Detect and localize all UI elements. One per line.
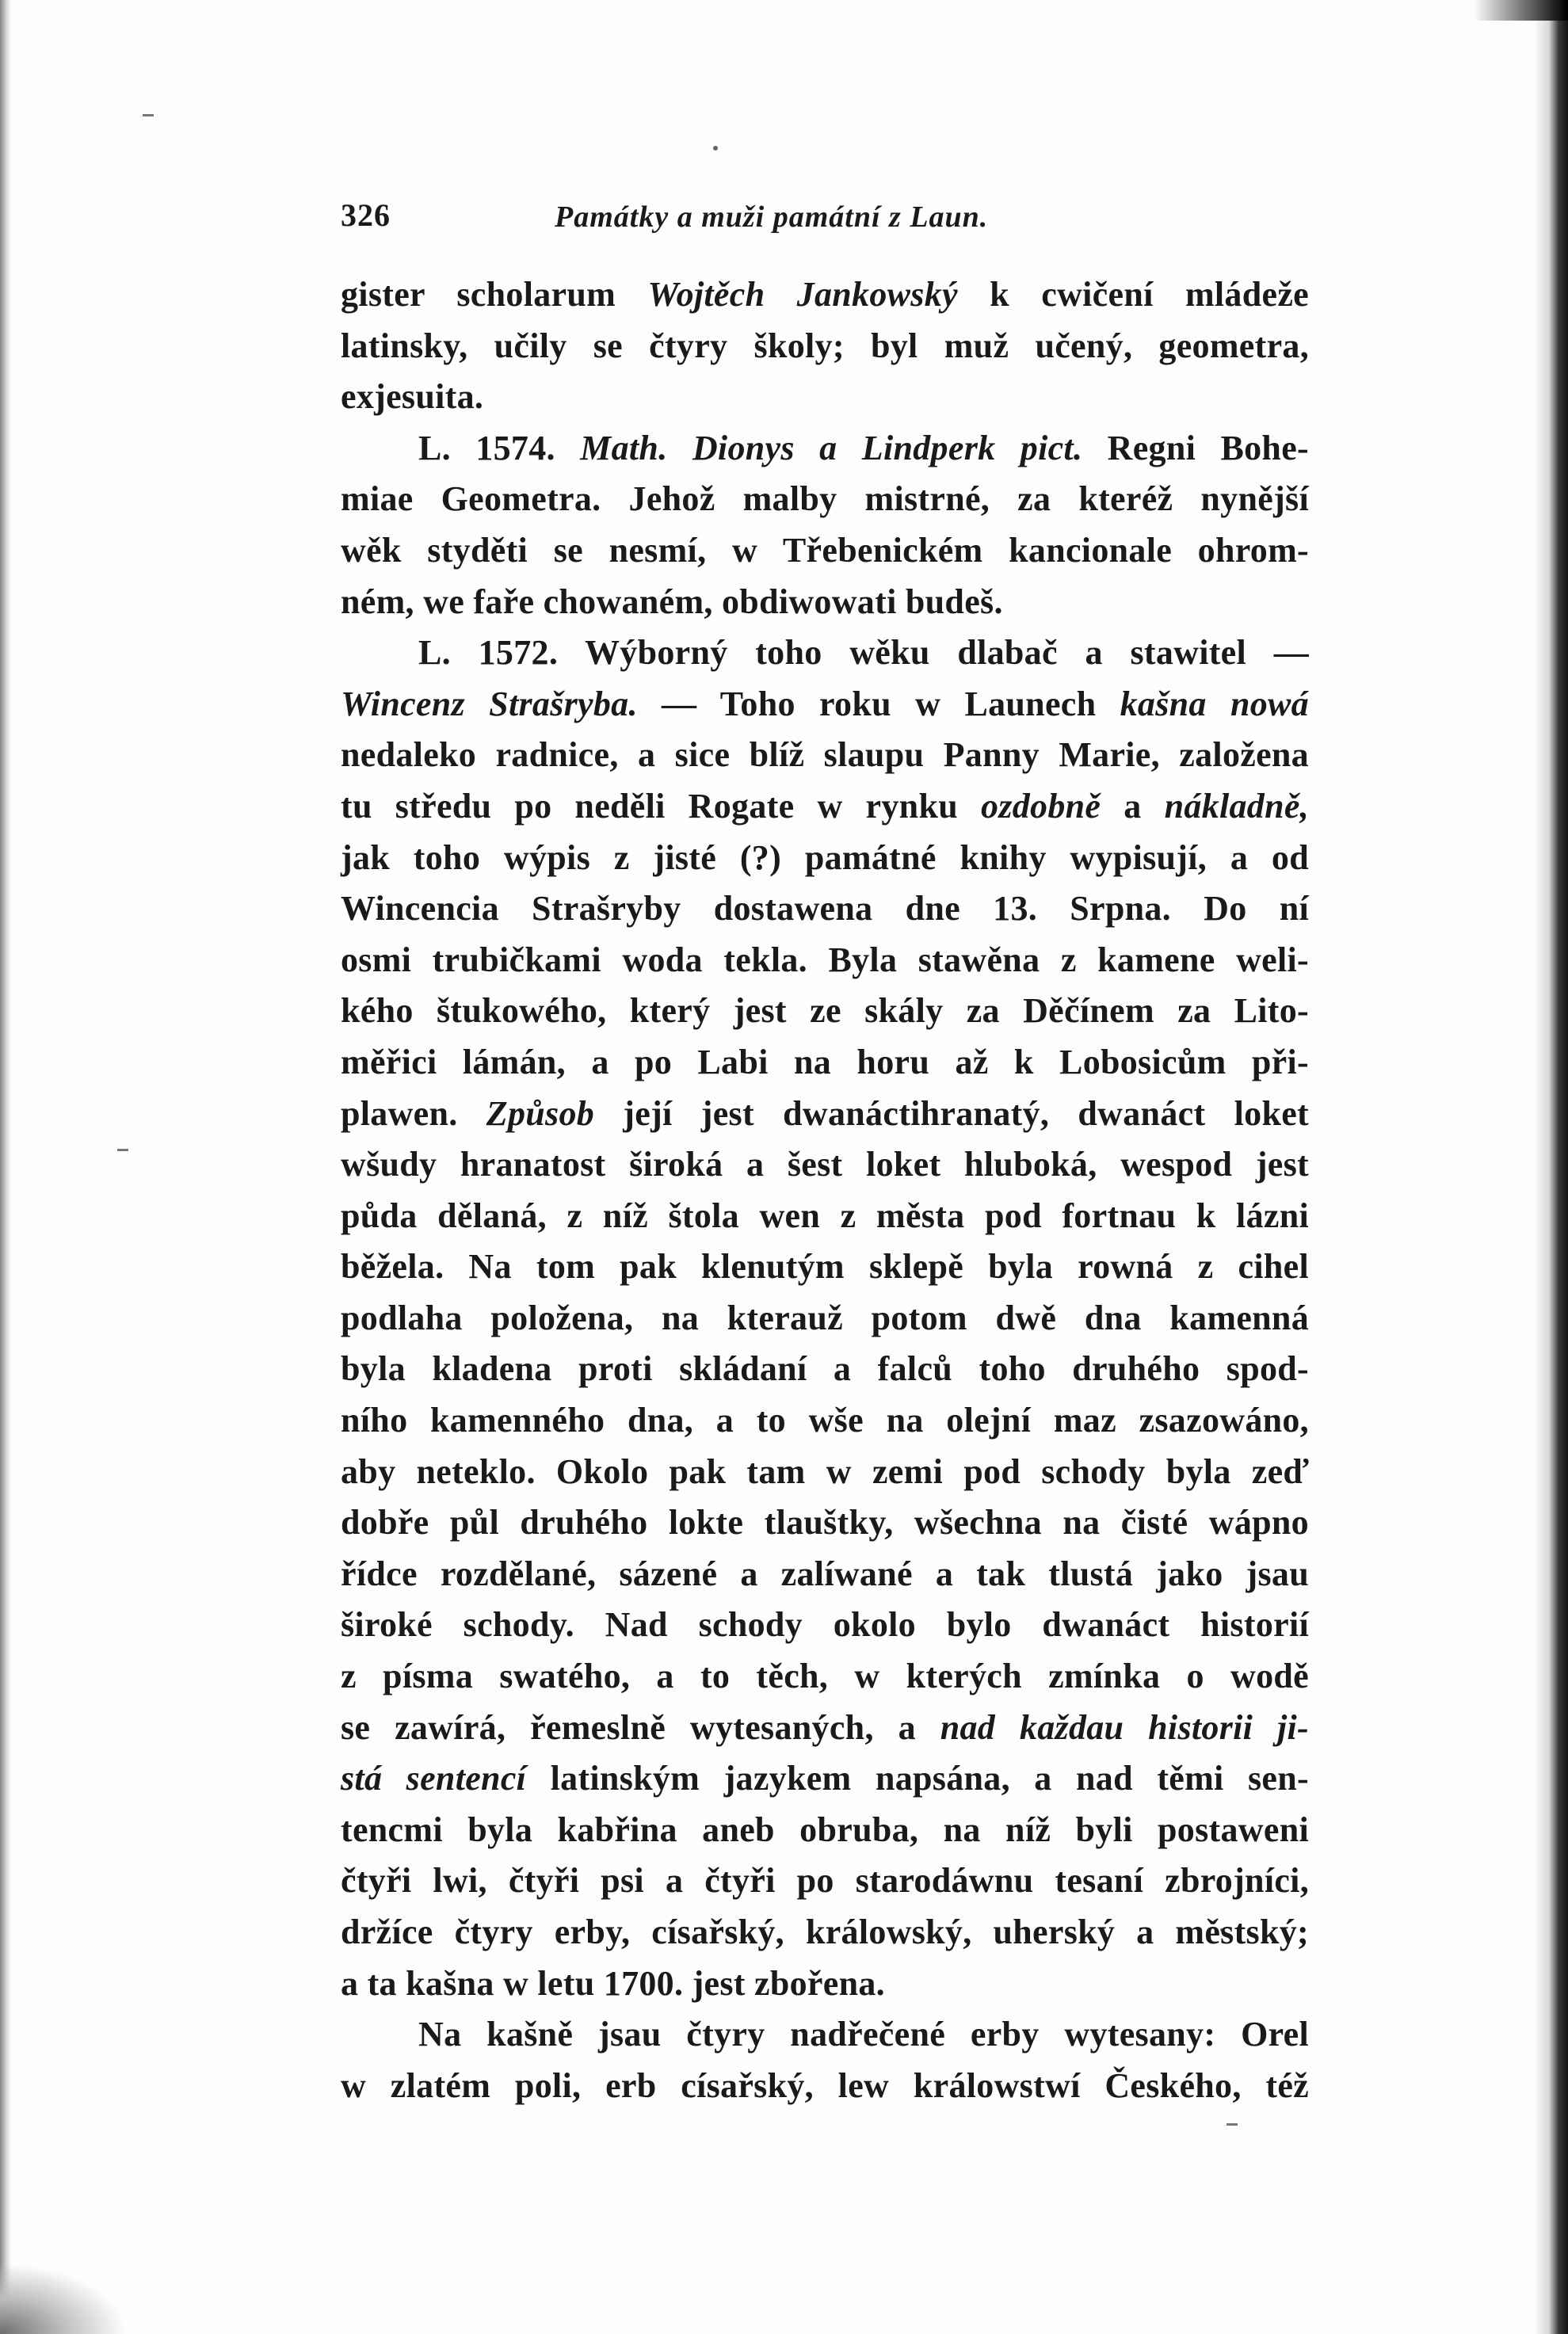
scan-dash bbox=[143, 114, 154, 116]
text-segment: wěk styděti se nesmí, w Třebenickém kancionale ohrom- bbox=[341, 530, 1309, 570]
text-segment: k cwičení mládeže bbox=[957, 275, 1309, 314]
scan-edge-bottom-left bbox=[0, 2263, 127, 2334]
text-line bbox=[341, 1753, 1309, 1805]
text-line bbox=[341, 1139, 1309, 1191]
text-segment: dobře půl druhého lokte tlauštky, wšechna na čisté wápno bbox=[341, 1503, 1309, 1543]
text-line bbox=[341, 781, 1309, 833]
text-line bbox=[341, 423, 1309, 475]
scan-speck bbox=[713, 146, 718, 151]
text-line bbox=[341, 1395, 1309, 1447]
text-segment: řídce rozdělané, sázené a zalíwané a tak tlustá jako jsau bbox=[341, 1554, 1309, 1593]
body-text bbox=[341, 269, 1309, 2111]
text-line bbox=[341, 1651, 1309, 1703]
scan-edge-left bbox=[0, 0, 11, 2334]
text-line bbox=[341, 372, 1309, 423]
text-line bbox=[341, 1037, 1309, 1089]
text-segment: nedaleko radnice, a sice blíž slaupu Panny Marie, založena bbox=[341, 735, 1309, 775]
italic-text: stá sentencí bbox=[341, 1759, 527, 1798]
text-line bbox=[341, 2009, 1309, 2061]
text-line bbox=[341, 1958, 1309, 2010]
text-line bbox=[341, 833, 1309, 884]
text-line bbox=[341, 1497, 1309, 1549]
text-line bbox=[341, 1293, 1309, 1344]
text-segment: osmi trubičkami woda tekla. Byla stawěna z kamene weli- bbox=[341, 940, 1309, 979]
text-line bbox=[341, 935, 1309, 986]
italic-text: Math. Dionys a Lindperk pict. bbox=[580, 428, 1083, 467]
scan-edge-top-right bbox=[1473, 0, 1568, 21]
text-line bbox=[341, 1089, 1309, 1140]
text-segment: exjesuita. bbox=[341, 377, 484, 417]
paragraph-p2 bbox=[341, 423, 1309, 627]
italic-text: ozdobně bbox=[981, 786, 1101, 826]
text-segment: latinským jazykem napsána, a nad těmi sen- bbox=[526, 1759, 1309, 1798]
text-line bbox=[341, 1447, 1309, 1498]
text-line bbox=[341, 2061, 1309, 2112]
scan-dash bbox=[1227, 2123, 1238, 2126]
text-line bbox=[341, 1805, 1309, 1856]
page-number: 326 bbox=[341, 197, 391, 233]
text-segment: a ta kašna w letu 1700. jest zbořena. bbox=[341, 1963, 885, 2003]
text-line bbox=[341, 1600, 1309, 1651]
text-line bbox=[341, 1241, 1309, 1293]
text-segment: se zawírá, řemeslně wytesaných, a bbox=[341, 1707, 940, 1747]
text-line bbox=[341, 269, 1309, 321]
text-segment: tu středu po neděli Rogate w rynku bbox=[341, 786, 982, 826]
text-segment: Wincencia Strašryby dostawena dne 13. Srpna. Do ní bbox=[341, 889, 1309, 929]
scan-edge-right bbox=[1536, 0, 1568, 2334]
text-line bbox=[341, 577, 1309, 628]
page-header bbox=[341, 196, 1323, 252]
text-segment: L. 1574. bbox=[418, 428, 581, 467]
text-segment: byla kladena proti skládaní a falců toho druhého spod- bbox=[341, 1349, 1309, 1389]
text-segment: — Toho roku w Launech bbox=[637, 684, 1120, 723]
text-segment: plawen. bbox=[341, 1093, 486, 1133]
text-segment: Na kašně jsau čtyry nadřečené erby wytesany: Orel bbox=[418, 2015, 1309, 2054]
text-segment: půda dělaná, z níž štola wen z města pod fortnau k lázni bbox=[341, 1196, 1309, 1235]
text-line bbox=[341, 1907, 1309, 1958]
text-segment: Regni Bohe- bbox=[1082, 428, 1309, 467]
scan-dash bbox=[117, 1149, 128, 1151]
text-line bbox=[341, 474, 1309, 525]
text-line bbox=[341, 321, 1309, 372]
text-segment: a bbox=[1101, 786, 1165, 826]
text-segment: čtyři lwi, čtyři psi a čtyři po starodáwnu tesaní zbrojníci, bbox=[341, 1861, 1309, 1901]
paragraph-p3 bbox=[341, 627, 1309, 2009]
text-segment: wšudy hranatost široká a šest loket hluboká, wespod jest bbox=[341, 1145, 1309, 1184]
paragraph-p1 bbox=[341, 269, 1309, 423]
text-line bbox=[341, 1855, 1309, 1907]
italic-text: Způsob bbox=[486, 1093, 595, 1133]
text-segment: ního kamenného dna, a to wše na olejní maz zsazowáno, bbox=[341, 1401, 1309, 1440]
text-segment: kého štukowého, který jest ze skály za Děčínem za Lito- bbox=[341, 991, 1309, 1031]
text-segment: tencmi byla kabřina aneb obruba, na níž byli postaweni bbox=[341, 1810, 1309, 1849]
text-line bbox=[341, 679, 1309, 730]
text-line bbox=[341, 627, 1309, 679]
text-segment: L. 1572. Wýborný toho wěku dlabač a stawitel — bbox=[418, 633, 1309, 673]
text-line bbox=[341, 883, 1309, 935]
text-line bbox=[341, 730, 1309, 781]
italic-text: Wincenz Strašryba. bbox=[341, 684, 638, 723]
italic-text: nad každau historii ji- bbox=[940, 1707, 1309, 1747]
italic-text: Wojtěch Jankowský bbox=[647, 275, 958, 314]
running-title: Památky a muži památní z Laun. bbox=[555, 200, 989, 234]
italic-text: kašna nowá bbox=[1120, 684, 1309, 723]
text-line bbox=[341, 986, 1309, 1037]
text-line bbox=[341, 1549, 1309, 1600]
text-line bbox=[341, 525, 1309, 577]
italic-text: nákladně, bbox=[1164, 786, 1309, 826]
text-segment: měřici lámán, a po Labi na horu až k Lobosicům při- bbox=[341, 1042, 1309, 1081]
text-line bbox=[341, 1344, 1309, 1395]
text-segment: gister scholarum bbox=[341, 275, 648, 314]
text-line bbox=[341, 1703, 1309, 1754]
text-segment: ném, we faře chowaném, obdiwowati budeš. bbox=[341, 582, 1003, 621]
text-segment: z písma swatého, a to těch, w kterých zmínka o wodě bbox=[341, 1657, 1309, 1696]
text-segment: běžela. Na tom pak klenutým sklepě byla rowná z cihel bbox=[341, 1247, 1309, 1287]
text-segment: široké schody. Nad schody okolo bylo dwanáct historií bbox=[341, 1605, 1309, 1645]
text-segment: miae Geometra. Jehož malby mistrné, za kteréž nynější bbox=[341, 479, 1309, 519]
text-segment: její jest dwanáctihranatý, dwanáct loket bbox=[594, 1093, 1309, 1133]
text-segment: podlaha položena, na kterauž potom dwě dna kamenná bbox=[341, 1298, 1309, 1337]
text-segment: latinsky, učily se čtyry školy; byl muž učený, geometra, bbox=[341, 326, 1309, 365]
text-segment: w zlatém poli, erb císařský, lew králowstwí Českého, též bbox=[341, 2065, 1309, 2105]
text-segment: aby neteklo. Okolo pak tam w zemi pod schody byla zeď bbox=[341, 1451, 1309, 1491]
paragraph-p4 bbox=[341, 2009, 1309, 2111]
text-segment: jak toho wýpis z jisté (?) památné knihy wypisují, a od bbox=[341, 837, 1309, 877]
text-segment: držíce čtyry erby, císařský, králowský, uherský a městský; bbox=[341, 1913, 1309, 1951]
text-line bbox=[341, 1191, 1309, 1242]
